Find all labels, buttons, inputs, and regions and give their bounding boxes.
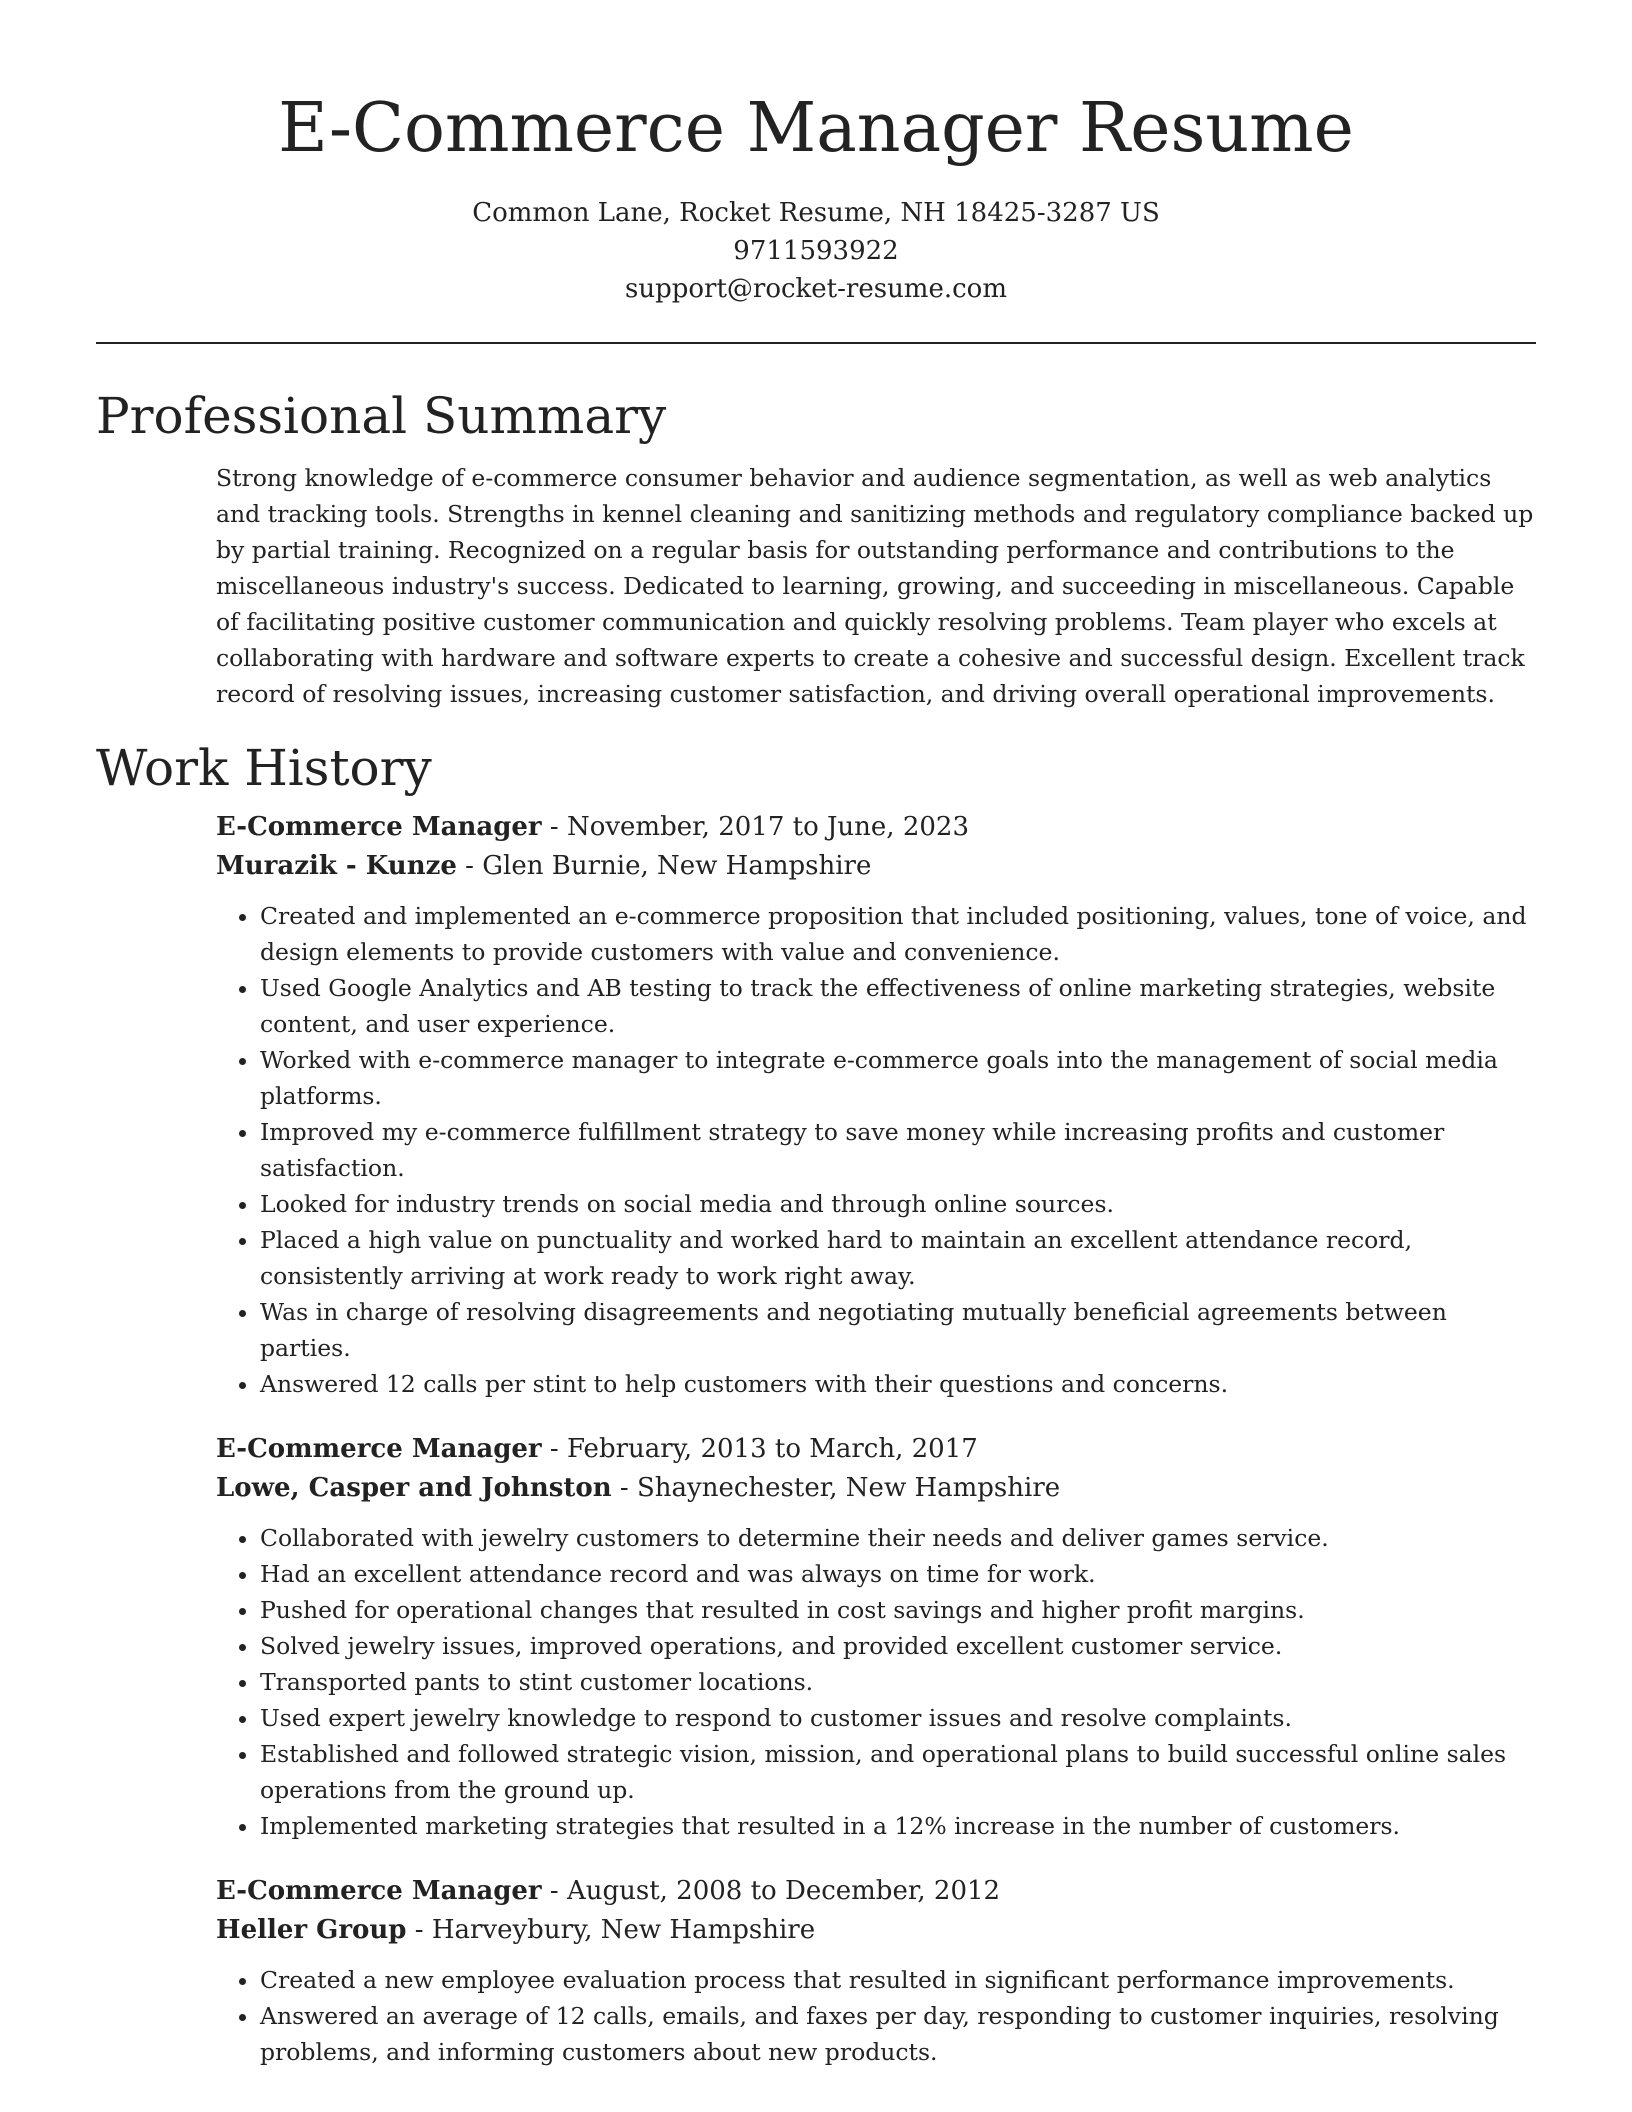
- job-company: Murazik - Kunze: [216, 851, 457, 881]
- separator: -: [406, 1915, 432, 1945]
- list-item: • Transported pants to stint customer locations.: [260, 1664, 1536, 1700]
- job-company-line: [216, 847, 1536, 886]
- separator: -: [541, 1876, 567, 1906]
- contact-phone: 9711593922: [733, 236, 899, 266]
- section-heading-work-history: Work History: [96, 739, 432, 797]
- resume-header: [96, 86, 1536, 308]
- job-location: Harveybury, New Hampshire: [431, 1915, 816, 1945]
- list-item: • Looked for industry trends on social media and through online sources.: [260, 1186, 1536, 1222]
- job-title-line: [216, 808, 1536, 847]
- list-item: • Pushed for operational changes that resulted in cost savings and higher profit margins.: [260, 1592, 1536, 1628]
- job-entry: [216, 808, 1536, 1402]
- job-title: E-Commerce Manager: [216, 1434, 542, 1464]
- job-company-line: [216, 1469, 1536, 1508]
- resume-content: [96, 376, 1536, 2098]
- list-item: • Created and implemented an e-commerce proposition that included positioning, values, tone of voice, and design elements to provide customers with value and convenience.: [260, 898, 1536, 970]
- job-location: Glen Burnie, New Hampshire: [482, 851, 872, 881]
- list-item: • Answered an average of 12 calls, emails, and faxes per day, responding to customer inquiries, resolving problems, and informing customers about new products.: [260, 1998, 1536, 2070]
- page-title: E-Commerce Manager Resume: [278, 89, 1354, 168]
- list-item: • Created a new employee evaluation process that resulted in significant performance improvements.: [260, 1962, 1536, 1998]
- list-item: • Placed a high value on punctuality and worked hard to maintain an excellent attendance record, consistently arriving at work ready to work right away.: [260, 1222, 1536, 1294]
- job-entry: [216, 1872, 1536, 2070]
- separator: -: [611, 1473, 637, 1503]
- job-entry: [216, 1430, 1536, 1844]
- job-title: E-Commerce Manager: [216, 1876, 542, 1906]
- list-item: • Used expert jewelry knowledge to respond to customer issues and resolve complaints.: [260, 1700, 1536, 1736]
- job-bullets: [216, 1520, 1536, 1844]
- job-bullets: [216, 1962, 1536, 2070]
- list-item: • Established and followed strategic vision, mission, and operational plans to build successful online sales operations from the ground up.: [260, 1736, 1536, 1808]
- job-company: Heller Group: [216, 1915, 407, 1945]
- header-divider: [96, 342, 1536, 344]
- job-company-line: [216, 1911, 1536, 1950]
- separator: -: [456, 851, 483, 881]
- job-company: Lowe, Casper and Johnston: [216, 1473, 612, 1503]
- list-item: • Was in charge of resolving disagreements and negotiating mutually beneficial agreements between parties.: [260, 1294, 1536, 1366]
- separator: -: [541, 1434, 567, 1464]
- job-title-line: [216, 1872, 1536, 1911]
- job-dates: August, 2008 to December, 2012: [566, 1876, 1001, 1906]
- list-item: • Collaborated with jewelry customers to determine their needs and deliver games service.: [260, 1520, 1536, 1556]
- contact-block: [96, 194, 1536, 308]
- job-dates: February, 2013 to March, 2017: [566, 1434, 978, 1464]
- list-item: • Used Google Analytics and AB testing to track the effectiveness of online marketing strategies, website content, and user experience.: [260, 970, 1536, 1042]
- job-title: E-Commerce Manager: [216, 812, 542, 842]
- job-title-line: [216, 1430, 1536, 1469]
- job-bullets: [216, 898, 1536, 1402]
- job-location: Shaynechester, New Hampshire: [636, 1473, 1061, 1503]
- summary-text: Strong knowledge of e-commerce consumer behavior and audience segmentation, as well as web analytics and tracking tools. Strengths in kennel cleaning and sanitizing methods and regulatory compliance backed up by partial training. Recognized on a regular basis for outstanding performance and contributions to the miscellaneous industry's success. Dedicated to learning, growing, and succeeding in miscellaneous. Capable of facilitating positive customer communication and quickly resolving problems. Team player who excels at collaborating with hardware and software experts to create a cohesive and successful design. Excellent track record of resolving issues, increasing customer satisfaction, and driving overall operational improvements.: [216, 464, 1534, 708]
- list-item: • Had an excellent attendance record and was always on time for work.: [260, 1556, 1536, 1592]
- contact-email: support@rocket-resume.com: [624, 274, 1007, 304]
- list-item: • Answered 12 calls per stint to help customers with their questions and concerns.: [260, 1366, 1536, 1402]
- separator: -: [541, 812, 567, 842]
- job-dates: November, 2017 to June, 2023: [566, 812, 969, 842]
- list-item: • Improved my e-commerce fulfillment strategy to save money while increasing profits and customer satisfaction.: [260, 1114, 1536, 1186]
- section-heading-summary: Professional Summary: [96, 387, 667, 445]
- list-item: • Implemented marketing strategies that resulted in a 12% increase in the number of customers.: [260, 1808, 1536, 1844]
- list-item: • Solved jewelry issues, improved operations, and provided excellent customer service.: [260, 1628, 1536, 1664]
- list-item: • Worked with e-commerce manager to integrate e-commerce goals into the management of social media platforms.: [260, 1042, 1536, 1114]
- contact-address: Common Lane, Rocket Resume, NH 18425-3287 US: [472, 198, 1160, 228]
